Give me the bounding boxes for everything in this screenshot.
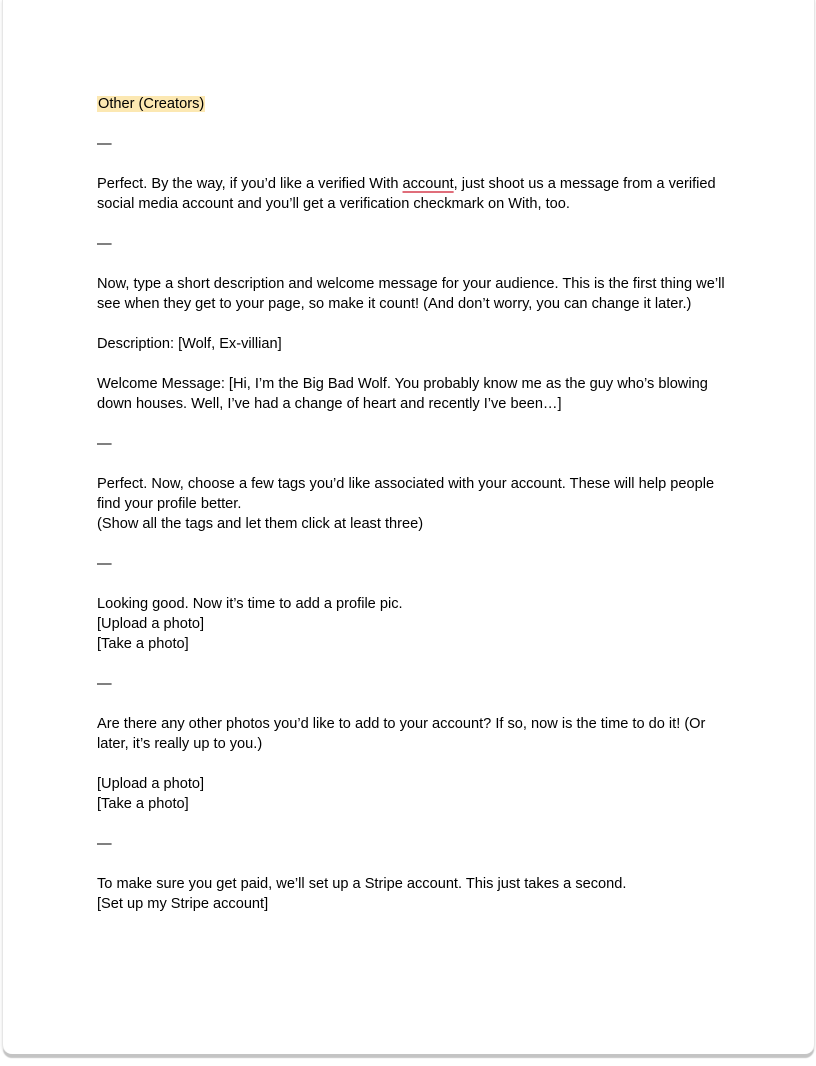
paragraph-other-photos: Are there any other photos you’d like to add to your account? If so, now is the time to do it! (Or later, it’s really up to you.)	[97, 716, 710, 752]
divider: —	[97, 556, 112, 572]
document-body[interactable]	[97, 94, 727, 914]
upload-photo-option: [Upload a photo]	[97, 776, 205, 792]
take-photo-option: [Take a photo]	[97, 796, 189, 812]
document-page	[2, 0, 815, 1054]
divider: —	[97, 236, 112, 252]
divider: —	[97, 436, 112, 452]
highlighted-heading-text: Other (Creators)	[98, 96, 205, 112]
paragraph-profile-pic: Looking good. Now it’s time to add a profile pic.	[97, 596, 403, 612]
paragraph-verified-account: Perfect. By the way, if you’d like a verified With account, just shoot us a message from a verified social media account and you’ll get a verification checkmark on With, too.	[97, 176, 720, 212]
paragraph-tags: Perfect. Now, choose a few tags you’d like associated with your account. These will help people find your profile better.	[97, 476, 719, 512]
divider: —	[97, 136, 112, 152]
spellcheck-flagged-word[interactable]: account	[402, 176, 454, 192]
description-line: Description: [Wolf, Ex-villian]	[97, 336, 282, 352]
stripe-setup-option: [Set up my Stripe account]	[97, 896, 269, 912]
divider: —	[97, 676, 112, 692]
paragraph-description-intro: Now, type a short description and welcome message for your audience. This is the first thing we’ll see when they get to your page, so make it count! (And don’t worry, you can change it later.)	[97, 276, 729, 312]
upload-photo-option: [Upload a photo]	[97, 616, 205, 632]
divider: —	[97, 836, 112, 852]
paragraph-stripe: To make sure you get paid, we’ll set up a Stripe account. This just takes a second.	[97, 876, 627, 892]
tags-note: (Show all the tags and let them click at least three)	[97, 516, 424, 532]
take-photo-option: [Take a photo]	[97, 636, 189, 652]
section-heading	[97, 94, 727, 114]
welcome-message-line: Welcome Message: [Hi, I’m the Big Bad Wolf. You probably know me as the guy who’s blowing down houses. Well, I’ve had a change of heart and recently I’ve been…]	[97, 376, 712, 412]
